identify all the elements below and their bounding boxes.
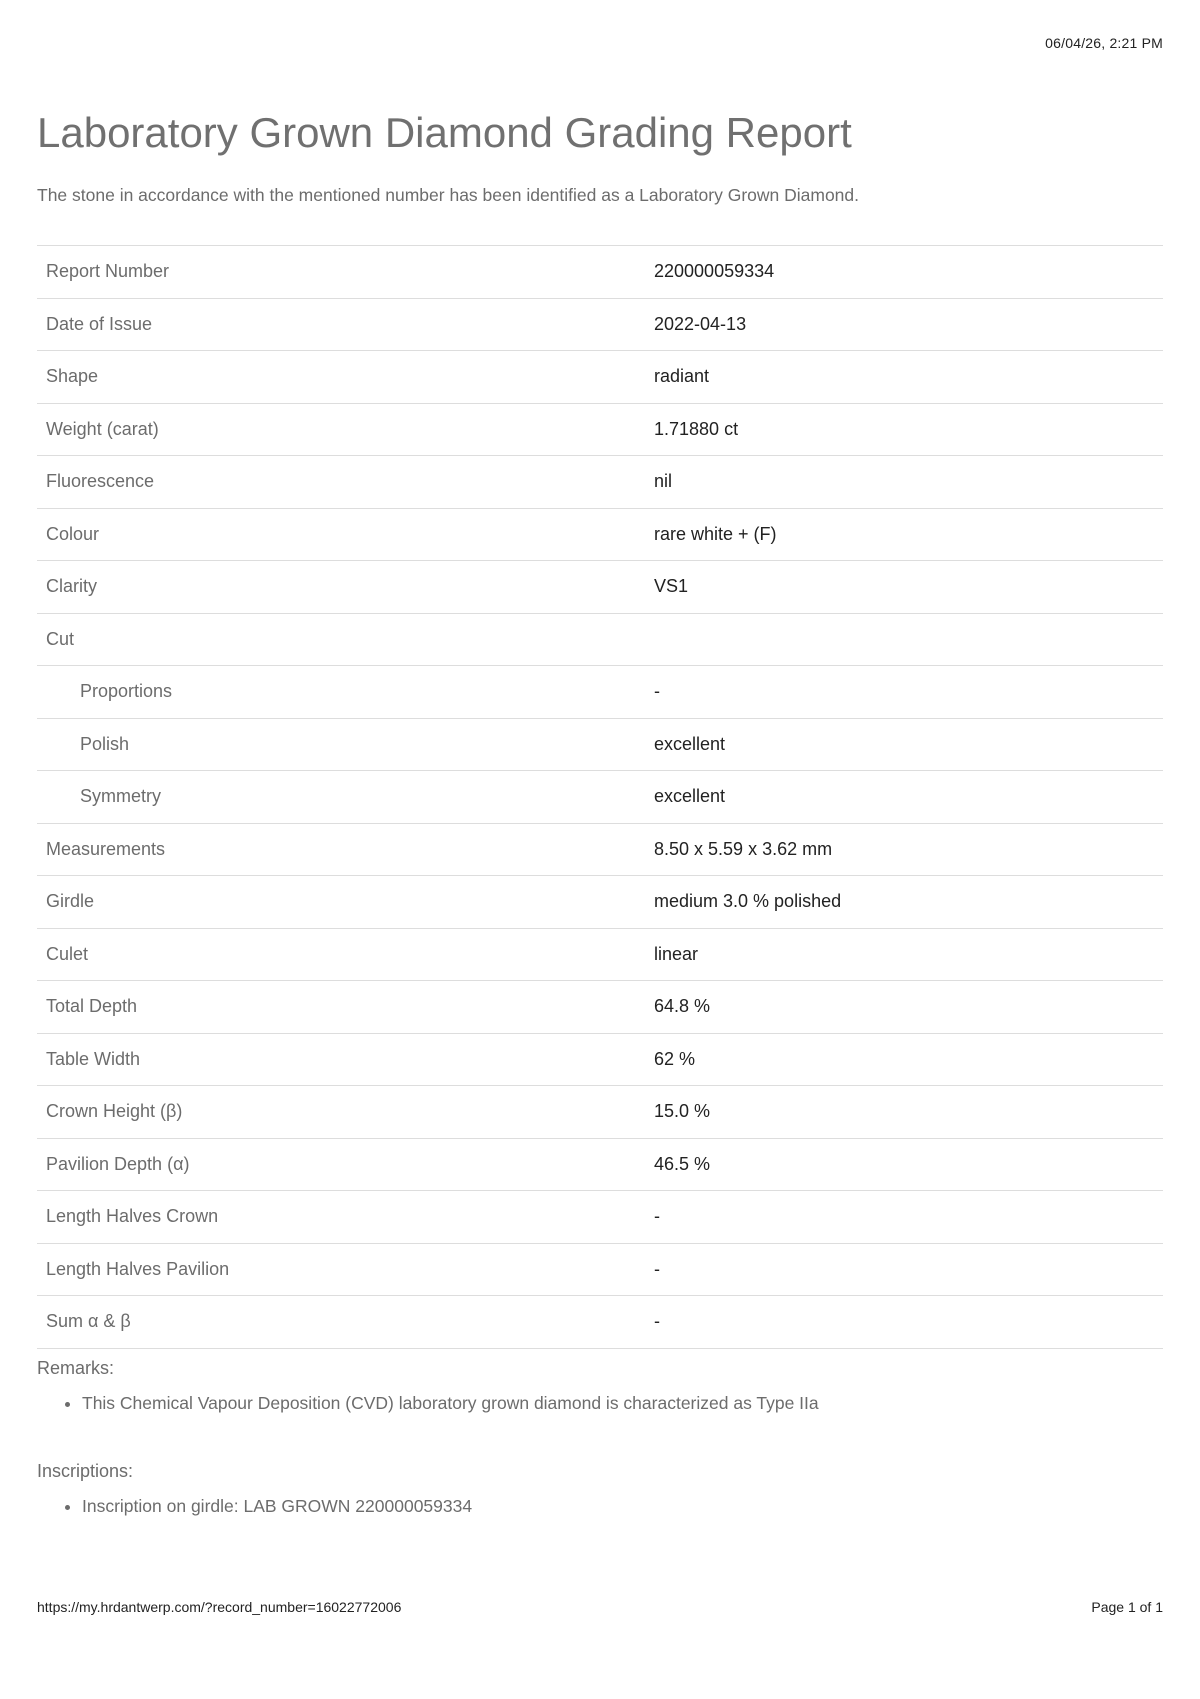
report-intro: The stone in accordance with the mentioned number has been identified as a Laboratory Grown Diamond. [37, 185, 860, 205]
table-row [37, 666, 1163, 719]
grading-table [37, 245, 1163, 1349]
row-value: VS1 [654, 561, 1163, 614]
row-label: Total Depth [37, 981, 654, 1034]
print-timestamp: 06/04/26, 2:21 PM [1045, 35, 1163, 51]
row-label: Clarity [37, 561, 654, 614]
row-value: - [654, 1243, 1163, 1296]
row-label: Date of Issue [37, 298, 654, 351]
row-label: Measurements [37, 823, 654, 876]
row-value: 220000059334 [654, 246, 1163, 299]
row-value: linear [654, 928, 1163, 981]
row-label: Sum α & β [37, 1296, 654, 1349]
table-row [37, 1243, 1163, 1296]
row-value: - [654, 1296, 1163, 1349]
row-label: Fluorescence [37, 456, 654, 509]
table-row [37, 403, 1163, 456]
table-row [37, 1086, 1163, 1139]
row-value: 8.50 x 5.59 x 3.62 mm [654, 823, 1163, 876]
row-label: Girdle [37, 876, 654, 929]
row-label: Shape [37, 351, 654, 404]
list-item: • This Chemical Vapour Deposition (CVD) laboratory grown diamond is characterized as Type IIa [82, 1393, 819, 1414]
remarks-list [37, 1393, 819, 1414]
row-label: Cut [37, 613, 654, 666]
table-row [37, 876, 1163, 929]
row-label: Length Halves Crown [37, 1191, 654, 1244]
row-label: Culet [37, 928, 654, 981]
row-value: excellent [654, 718, 1163, 771]
row-value: 15.0 % [654, 1086, 1163, 1139]
table-row [37, 246, 1163, 299]
remarks-heading: Remarks: [37, 1358, 115, 1378]
row-label: Pavilion Depth (α) [37, 1138, 654, 1191]
row-value: nil [654, 456, 1163, 509]
table-row [37, 928, 1163, 981]
table-row [37, 1296, 1163, 1349]
row-label: Polish [37, 718, 654, 771]
row-value: rare white + (F) [654, 508, 1163, 561]
table-row [37, 1138, 1163, 1191]
table-row [37, 1033, 1163, 1086]
inscriptions-list [37, 1496, 472, 1517]
inscriptions-heading: Inscriptions: [37, 1461, 134, 1481]
table-row [37, 718, 1163, 771]
row-value: 1.71880 ct [654, 403, 1163, 456]
table-row [37, 823, 1163, 876]
row-value: - [654, 666, 1163, 719]
row-value [654, 613, 1163, 666]
row-label: Proportions [37, 666, 654, 719]
footer-url: https://my.hrdantwerp.com/?record_number=16022772006 [37, 1599, 402, 1615]
row-label: Table Width [37, 1033, 654, 1086]
table-row [37, 298, 1163, 351]
row-value: excellent [654, 771, 1163, 824]
row-value: 46.5 % [654, 1138, 1163, 1191]
table-row [37, 456, 1163, 509]
row-label: Report Number [37, 246, 654, 299]
row-label: Weight (carat) [37, 403, 654, 456]
table-row [37, 771, 1163, 824]
page-number: Page 1 of 1 [1091, 1599, 1163, 1615]
table-row [37, 613, 1163, 666]
row-label: Colour [37, 508, 654, 561]
row-value: radiant [654, 351, 1163, 404]
table-row [37, 561, 1163, 614]
row-value: medium 3.0 % polished [654, 876, 1163, 929]
table-row [37, 981, 1163, 1034]
table-row [37, 351, 1163, 404]
row-value: 62 % [654, 1033, 1163, 1086]
row-value: - [654, 1191, 1163, 1244]
row-label: Crown Height (β) [37, 1086, 654, 1139]
row-label: Symmetry [37, 771, 654, 824]
row-value: 2022-04-13 [654, 298, 1163, 351]
page-title: Laboratory Grown Diamond Grading Report [37, 109, 852, 156]
row-label: Length Halves Pavilion [37, 1243, 654, 1296]
table-row [37, 508, 1163, 561]
table-row [37, 1191, 1163, 1244]
row-value: 64.8 % [654, 981, 1163, 1034]
list-item: • Inscription on girdle: LAB GROWN 220000059334 [82, 1496, 472, 1517]
